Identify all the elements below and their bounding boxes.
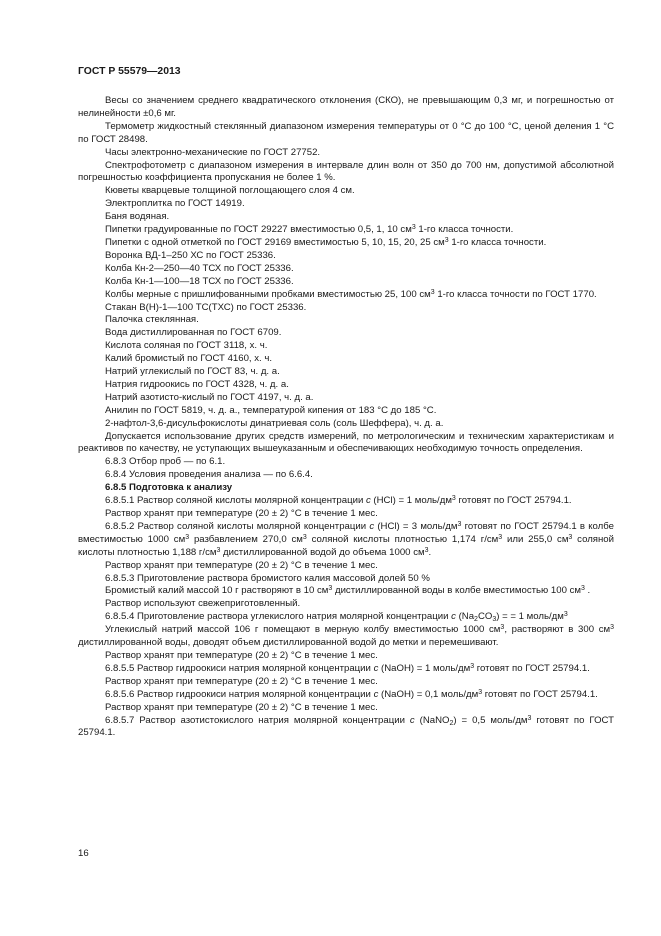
paragraph: 6.8.4 Условия проведения анализа — по 6.6.4. [105,469,313,481]
paragraph: Колба Кн-1—100—18 ТСХ по ГОСТ 25336. [105,275,294,287]
paragraph: Кюветы кварцевые толщиной поглощающего слоя 4 см. [105,185,355,197]
paragraph: Стакан В(Н)-1—100 ТС(ТХС) по ГОСТ 25336. [105,301,307,313]
paragraph: Раствор хранят при температуре (20 ± 2) °С в течение 1 мес. [105,701,378,713]
paragraph: Натрий углекислый по ГОСТ 83, ч. д. а. [105,366,280,378]
paragraph: Бромистый калий массой 10 г растворяют в 10 $см^3$ дистиллированной воды в колбе вместимостью 100 $см^3$ . [105,585,591,597]
section-heading: 6.8.5 Подготовка к анализу [105,482,233,494]
paragraph: 2-нафтол-3,6-дисульфокислоты динатриевая соль (соль Шеффера), ч. д. а. [105,417,444,429]
document-header: ГОСТ Р 55579—2013 [78,66,181,77]
paragraph: Раствор используют свежеприготовленный. [105,598,301,610]
paragraph: Спектрофотометр с диапазоном измерения в интервале длин волн от 350 до 700 нм, допустимой абсолютной погрешностью коэффициента пропускания не более 1 %. [78,159,614,184]
paragraph: 6.8.5.5 Раствор гидроокиси натрия молярной концентрации c (NaOH) = 1 моль/$дм^3$ готовят по ГОСТ 25794.1. [105,662,590,674]
page-number: 16 [78,848,89,859]
paragraph: Раствор хранят при температуре (20 ± 2) °С в течение 1 мес. [105,649,378,661]
paragraph: 6.8.5.2 Раствор соляной кислоты молярной концентрации c (HCl) = 3 моль/$дм^3$ готовят по ГОСТ 25794.1 в колбе вместимостью 1000 $см^3$ разбавлением 270,0 $см^3$ соляной кислоты плотностью 1,174 $г/см^3$ или 255,0 $см^3$ соляной кислоты плотностью 1,188 $г/см^3$ дистиллированной водой до объема 1000 $см^3$. [78,520,614,558]
paragraph: Палочка стеклянная. [105,314,199,326]
paragraph: 6.8.5.4 Приготовление раствора углекислого натрия молярной концентрации c $(Na_2CO_3)$ = = 1 моль/$дм^3$ [105,611,568,624]
paragraph: Воронка ВД-1–250 ХС по ГОСТ 25336. [105,249,276,261]
paragraph: Баня водяная. [105,211,170,223]
paragraph: Колбы мерные с пришлифованными пробками вместимостью 25, 100 $см^3$ 1-го класса точности по ГОСТ 1770. [105,288,597,300]
paragraph: 6.8.5.6 Раствор гидроокиси натрия молярной концентрации c (NaOH) = 0,1 моль/$дм^3$ готовят по ГОСТ 25794.1. [105,688,598,700]
paragraph: Натрий азотисто-кислый по ГОСТ 4197, ч. д. а. [105,391,314,403]
paragraph: 6.8.3 Отбор проб — по 6.1. [105,456,226,468]
paragraph: Натрия гидроокись по ГОСТ 4328, ч. д. а. [105,378,289,390]
document-body [78,95,614,740]
paragraph: Пипетки с одной отметкой по ГОСТ 29169 вместимостью 5, 10, 15, 20, 25 $см^3$ 1-го класса точности. [105,236,547,248]
paragraph: Термометр жидкостный стеклянный диапазоном измерения температуры от 0 °С до 100 °С, ценой деления 1 °С по ГОСТ 28498. [78,120,614,145]
paragraph: Раствор хранят при температуре (20 ± 2) °С в течение 1 мес. [105,559,378,571]
paragraph: Калий бромистый по ГОСТ 4160, х. ч. [105,353,273,365]
paragraph: Допускается использование других средств измерений, по метрологическим и техническим характеристикам и реактивов по качеству, не уступающих вышеуказанным и обеспечивающих необходимую точность определения. [78,430,614,455]
paragraph: Пипетки градуированные по ГОСТ 29227 вместимостью 0,5, 1, 10 $см^3$ 1-го класса точности. [105,224,514,236]
paragraph: 6.8.5.7 Раствор азотистокислого натрия молярной концентрации c (NaNO$_2$) = 0,5 моль/$дм^3$ готовят по ГОСТ 25794.1. [78,714,614,739]
paragraph: Кислота соляная по ГОСТ 3118, х. ч. [105,340,268,352]
paragraph: Вода дистиллированная по ГОСТ 6709. [105,327,282,339]
paragraph: Весы со значением среднего квадратического отклонения (СКО), не превышающим 0,3 мг, и погрешностью от нелинейности ±0,6 мг. [78,95,614,119]
paragraph: Раствор хранят при температуре (20 ± 2) °С в течение 1 мес. [105,508,378,519]
paragraph: Часы электронно-механические по ГОСТ 27752. [105,146,321,158]
paragraph: 6.8.5.3 Приготовление раствора бромистого калия массовой долей 50 % [105,572,430,584]
paragraph: 6.8.5.1 Раствор соляной кислоты молярной концентрации c (HCl) = 1 моль/$дм^3$ готовят по ГОСТ 25794.1. [105,495,572,507]
paragraph: Раствор хранят при температуре (20 ± 2) °С в течение 1 мес. [105,675,378,687]
paragraph: Колба Кн-2—250—40 ТСХ по ГОСТ 25336. [105,262,294,274]
paragraph: Углекислый натрий массой 106 г помещают в мерную колбу вместимостью 1000 $см^3$, растворяют в 300 $см^3$ дистиллированной воды, доводят объем дистиллированной водой до метки и перемешивают. [78,624,615,649]
paragraph: Анилин по ГОСТ 5819, ч. д. а., температурой кипения от 183 °С до 185 °С. [105,404,437,416]
paragraph: Электроплитка по ГОСТ 14919. [105,198,245,210]
